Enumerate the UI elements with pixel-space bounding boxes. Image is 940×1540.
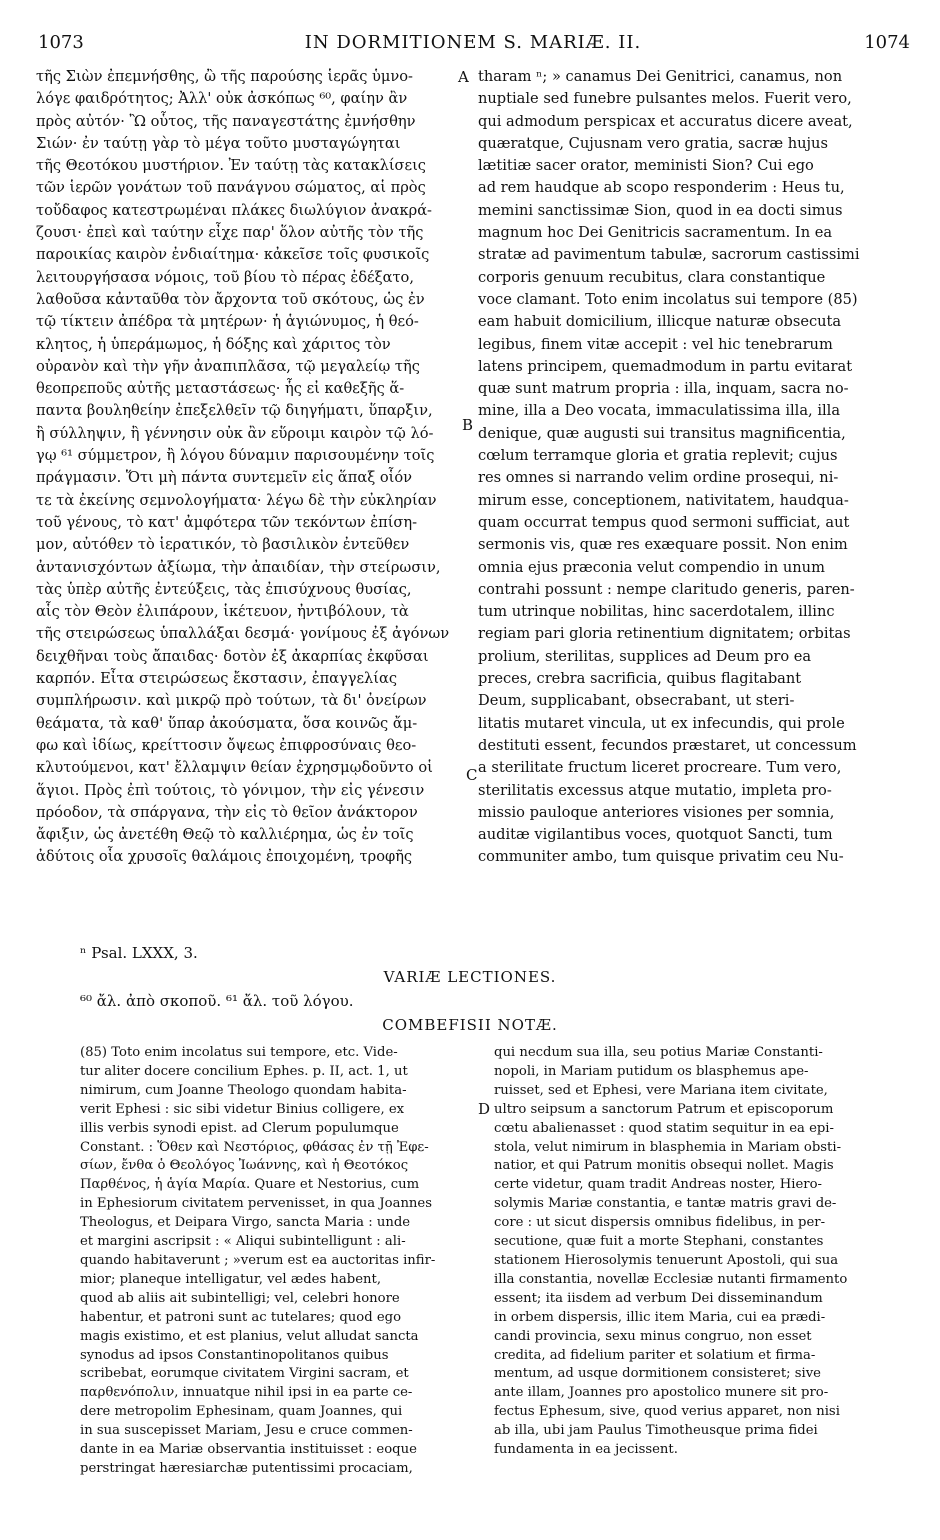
latin-text-line: destituti essent, fecundos præstaret, ut concessum <box>478 736 857 754</box>
note-text-line: stationem Hierosolymis tenuerunt Apostoli, qui sua <box>494 1252 839 1268</box>
note-text-line: candi provincia, sexu minus congruo, non esset <box>494 1328 812 1344</box>
note-text-line: nimirum, cum Joanne Theologo quondam habita- <box>80 1082 407 1098</box>
latin-text-line: preces, crebra sacrificia, quibus flagitabant <box>478 670 802 688</box>
note-text-line: in Ephesiorum civitatem pervenisset, in qua Joannes <box>80 1196 432 1212</box>
latin-text-line: mirum esse, conceptionem, nativitatem, haudqua- <box>478 491 849 509</box>
greek-text-line: ζουσι· ἐπεὶ καὶ ταύτην εἶχε παρ' ὅλον αὐτῆς τὸν τῆς <box>36 224 424 242</box>
latin-text-line: eam habuit domicilium, illicque naturæ obsecuta <box>478 313 842 331</box>
latin-text-line: quam occurrat tempus quod sermoni sufficiat, aut <box>478 513 850 531</box>
latin-text-line: mine, illa a Deo vocata, immaculatissima illa, illa <box>478 402 841 420</box>
latin-text-line: magnum hoc Dei Genitricis sacramentum. In ea <box>478 224 833 242</box>
note-text-line: tur aliter docere concilium Ephes. p. II, act. 1, ut <box>80 1063 408 1079</box>
greek-text-line: λόγε φαιδρότητος; Ἀλλ' οὐκ ἀσκόπως ⁶⁰, φαίην ἂν <box>36 90 408 108</box>
note-text-line: cœtu abalienasset : quod statim sequitur in ea epi- <box>494 1120 834 1136</box>
latin-text-line: prolium, sterilitas, supplices ad Deum pro ea <box>478 647 812 665</box>
margin-letter-b: B <box>462 416 474 434</box>
latin-text-line: nuptiale sed funebre pulsantes melos. Fuerit vero, <box>478 90 852 108</box>
notes-left-column <box>80 1044 474 1479</box>
latin-text-line: auditæ vigilantibus voces, quotquot Sancti, tum <box>478 826 833 844</box>
latin-text-line: tum utrinque nobilitas, hinc sacerdotalem, illinc <box>478 603 835 621</box>
latin-text-line: quæratque, Cujusnam vero gratia, sacræ hujus <box>478 134 828 152</box>
latin-text-line: sermonis vis, quæ res exæquare possit. Non enim <box>478 536 848 554</box>
note-text-line: illa constantia, novellæ Ecclesiæ nutanti firmamento <box>494 1271 848 1287</box>
note-text-line: core : ut sicut dispersis omnibus fidelibus, in per- <box>494 1215 826 1231</box>
note-text-line: secutione, quæ fuit a morte Stephani, constantes <box>494 1234 824 1250</box>
greek-text-line: θεοπρεποῦς αὐτῆς μεταστάσεως· ἧς εἰ καθεξῆς ἅ- <box>36 380 405 398</box>
note-text-line: quando habitaverunt ; »verum est ea auctoritas infir- <box>80 1252 436 1268</box>
greek-text-line: κλητος, ἡ ὑπεράμωμος, ἡ δόξης καὶ χάριτος τὸν <box>36 335 391 353</box>
greek-text-line: κλυτούμενοι, κατ' ἔλλαμψιν θείαν ἐχρησμῳδοῦντο οἱ <box>36 759 433 777</box>
greek-text-line: τε τὰ ἐκείνης σεμνολογήματα· λέγω δὲ τὴν εὐκληρίαν <box>36 491 437 509</box>
note-text-line: illis verbis synodi epist. ad Clerum populumque <box>80 1120 399 1136</box>
latin-text-line: memini sanctissimæ Sion, quod in ea docti simus <box>478 201 843 219</box>
greek-text-line: γῳ ⁶¹ σύμμετρον, ἢ λόγου δύναμιν παρισουμένην τοῖς <box>36 447 435 465</box>
column-number-left: 1073 <box>38 32 84 53</box>
margin-letter-d: D <box>478 1100 491 1118</box>
note-text-line: fundamenta in ea jecissent. <box>494 1442 678 1458</box>
greek-text-line: αἷς τὸν Θεὸν ἐλιπάρουν, ἱκέτευον, ἠντιβόλουν, τὰ <box>36 603 409 621</box>
margin-letter-a: A <box>458 68 469 86</box>
note-text-line: magis existimo, et est planius, velut alludat sancta <box>80 1328 419 1344</box>
variae-lectiones-heading: VARIÆ LECTIONES. <box>383 968 557 986</box>
greek-text-line: μον, αὐτόθεν τὸ ἱερατικόν, τὸ βασιλικὸν ἐντεῦθεν <box>36 536 410 554</box>
note-text-line: scribebat, eorumque civitatem Virgini sacram, et <box>80 1366 409 1382</box>
notae-heading: COMBEFISII NOTÆ. <box>382 1016 558 1034</box>
latin-text-line: a sterilitate fructum liceret procreare. Tum vero, <box>478 759 842 777</box>
greek-text-line: ἢ σύλληψιν, ἢ γέννησιν οὐκ ἂν εὕροιμι καιρὸν τῷ λό- <box>36 424 434 442</box>
variae-lectiones-text: ⁶⁰ ἄλ. ἀπὸ σκοποῦ. ⁶¹ ἄλ. τοῦ λόγου. <box>80 992 354 1010</box>
note-text-line: in sua suscepisset Mariam, Jesu e cruce commen- <box>80 1423 413 1439</box>
greek-text-line: ἅγιοι. Πρὸς ἐπὶ τούτοις, τὸ γόνιμον, τὴν εἰς γένεσιν <box>36 781 425 799</box>
greek-text-line: τῶν ἱερῶν γονάτων τοῦ πανάγνου σώματος, αἱ πρὸς <box>36 179 426 197</box>
note-text-line: Παρθένος, ἡ ἁγία Μαρία. Quare et Nestorius, cum <box>80 1177 420 1193</box>
latin-text-line: corporis genuum recubitus, clara constantique <box>478 268 826 286</box>
greek-text-line: παροικίας καιρὸν ἐνδιαίτημα· κἀκεῖσε τοῖς φυσικοῖς <box>36 246 430 264</box>
note-text-line: σίων, ἔνθα ὁ Θεολόγος Ἰωάννης, καὶ ἡ Θεοτόκος <box>80 1158 409 1174</box>
greek-text-line: πρόοδον, τὰ σπάργανα, τὴν εἰς τὸ θεῖον ἀνάκτορον <box>36 803 418 821</box>
note-text-line: Constant. : Ὅθεν καὶ Νεστόριος, φθάσας ἐν τῇ Ἐφε- <box>80 1139 429 1155</box>
greek-text-line: λειτουργήσασα νόμοις, τοῦ βίου τὸ πέρας ἐδέξατο, <box>36 268 414 286</box>
latin-text-line: voce clamant. Toto enim incolatus sui tempore (85) <box>478 290 858 308</box>
greek-text-line: Σιών· ἐν ταύτῃ γὰρ τὸ μέγα τοῦτο μυσταγώγηται <box>36 134 401 152</box>
latin-text-line: res omnes si narrando velim ordine prosequi, ni- <box>478 469 839 487</box>
latin-text-line: Deum, supplicabant, obsecrabant, ut steri- <box>478 692 795 710</box>
footnote: ⁿ Psal. LXXX, 3. <box>80 944 198 962</box>
note-text-line: habentur, et patroni sunt ac tutelares; quod ego <box>80 1309 402 1325</box>
note-text-line: mior; planeque intelligatur, vel ædes habent, <box>80 1271 382 1287</box>
latin-text-line: litatis mutaret vincula, ut ex infecundis, qui prole <box>478 714 845 732</box>
greek-text-line: θεάματα, τὰ καθ' ὕπαρ ἀκούσματα, ὅσα κοινῶς ἄμ- <box>36 714 418 732</box>
notes-right-column <box>494 1044 904 1460</box>
greek-text-line: τὰς ὑπὲρ αὐτῆς ἐντεύξεις, τὰς ἐπισύχνους θυσίας, <box>36 580 412 598</box>
latin-column <box>478 66 902 869</box>
latin-text-line: qui admodum perspicax et accuratus dicere aveat, <box>478 112 853 130</box>
note-text-line: synodus ad ipsos Constantinopolitanos quibus <box>80 1347 389 1363</box>
latin-text-line: communiter ambo, tum quisque privatim ceu Nu- <box>478 848 844 866</box>
latin-text-line: missio pauloque anteriores visiones per somnia, <box>478 803 835 821</box>
greek-text-line: οὐρανὸν καὶ τὴν γῆν ἀναπιπλᾶσα, τῷ μεγαλείῳ τῆς <box>36 357 420 375</box>
latin-text-line: cœlum terramque gloria et gratia replevit; cujus <box>478 447 838 465</box>
note-text-line: quod ab aliis ait subintelligi; vel, celebri honore <box>80 1290 400 1306</box>
note-text-line: (85) Toto enim incolatus sui tempore, etc. Vide- <box>80 1045 398 1060</box>
note-text-line: dante in ea Mariæ observantia instituisset : eoque <box>80 1442 417 1458</box>
latin-text-line: tharam ⁿ; » canamus Dei Genitrici, canamus, non <box>478 68 843 85</box>
latin-text-line: legibus, finem vitæ accepit : vel hic tenebrarum <box>478 335 833 353</box>
note-text-line: dere metropolim Ephesinam, quam Joannes, qui <box>80 1404 403 1420</box>
note-text-line: in orbem dispersis, illic item Maria, cui ea prædi- <box>494 1309 826 1325</box>
greek-text-line: πράγμασιν. Ὅτι μὴ πάντα συντεμεῖν εἰς ἅπαξ οἷόν <box>36 469 413 487</box>
note-text-line: stola, velut nimirum in blasphemia in Mariam obsti- <box>494 1139 842 1155</box>
latin-text-line: contrahi possunt : nempe claritudo generis, paren- <box>478 580 855 598</box>
latin-text-line: latens principem, quemadmodum in partu evitarat <box>478 357 853 375</box>
note-text-line: mentum, ad usque dormitionem consisteret; sive <box>494 1366 821 1382</box>
greek-text-line: παντα βουληθείην ἐπεξελθεῖν τῷ διηγήματι, ὕπαρξιν, <box>36 402 433 420</box>
greek-column <box>36 66 454 869</box>
note-text-line: perstringat hæresiarchæ putentissimi procaciam, <box>80 1460 413 1476</box>
greek-text-line: ἀντανισχόντων ἀξίωμα, τὴν ἀπαιδίαν, τὴν στείρωσιν, <box>36 558 441 576</box>
note-text-line: essent; ita iisdem ad verbum Dei disseminandum <box>494 1290 823 1306</box>
latin-text-line: stratæ ad pavimentum tabulæ, sacrorum castissimi <box>478 246 860 264</box>
latin-text-line: denique, quæ augusti sui transitus magnificentia, <box>478 424 846 442</box>
latin-text-line: ad rem haudque ab scopo responderim : Heus tu, <box>478 179 845 197</box>
running-title: IN DORMITIONEM S. MARIÆ. II. <box>304 32 642 53</box>
greek-text-line: τῆς στειρώσεως ὑπαλλάξαι δεσμά· γονίμους ἐξ ἀγόνων <box>36 625 450 643</box>
greek-text-line: τοῦ γένους, τὸ κατ' ἀμφότερα τῶν τεκόντων ἐπίση- <box>36 513 418 531</box>
greek-text-line: δειχθῆναι τοὺς ἄπαιδας· δοτὸν ἐξ ἀκαρπίας ἐκφῦσαι <box>36 647 429 665</box>
note-text-line: ruisset, sed et Ephesi, vere Mariana item civitate, <box>494 1082 828 1098</box>
note-text-line: natior, et qui Patrum monitis obsequi nollet. Magis <box>494 1158 834 1174</box>
note-text-line: credita, ad fidelium pariter et solatium et firma- <box>494 1347 816 1363</box>
margin-letter-c: C <box>466 766 478 784</box>
page-header <box>30 24 916 64</box>
latin-text-line: sterilitatis excessus atque mutatio, impleta pro- <box>478 781 832 799</box>
greek-text-line: τῷ τίκτειν ἀπέδρα τὰ μητέρων· ἡ ἁγιώνυμος, ἡ θεό- <box>36 313 419 331</box>
latin-text-line: lætitiæ sacer orator, meministi Sion? Cui ego <box>478 157 814 175</box>
note-text-line: verit Ephesi : sic sibi videtur Binius colligere, ex <box>80 1101 405 1117</box>
greek-text-line: πρὸς αὐτόν· Ὢ οὗτος, τῆς παναγεστάτης ἐμνήσθην <box>36 112 416 130</box>
note-text-line: ultro seipsum a sanctorum Patrum et episcoporum <box>494 1101 834 1117</box>
note-text-line: ante illam, Joannes pro apostolico munere sit pro- <box>494 1385 829 1401</box>
greek-text-line: καρπόν. Εἶτα στειρώσεως ἔκστασιν, ἐπαγγελίας <box>36 670 398 688</box>
note-text-line: certe videtur, quam tradit Andreas noster, Hiero- <box>494 1177 822 1193</box>
greek-text-line: συμπλήρωσιν. καὶ μικρῷ πρὸ τούτων, τὰ δι' ὀνείρων <box>36 692 427 710</box>
greek-text-line: ἀδύτοις οἷα χρυσοῖς θαλάμοις ἐποιχομένη, τροφῆς <box>36 848 413 866</box>
latin-text-line: regiam pari gloria retinentium dignitatem; orbitas <box>478 625 851 643</box>
latin-text-line: quæ sunt matrum propria : illa, inquam, sacra no- <box>478 380 849 398</box>
latin-text-line: omnia ejus præconia velut compendio in unum <box>478 558 825 576</box>
note-text-line: et margini ascripsit : « Aliqui subintelligunt : ali- <box>80 1234 406 1250</box>
greek-text-line: τῆς Σιὼν ἐπεμνήσθης, ὢ τῆς παρούσης ἱερᾶς ὑμνο- <box>36 68 413 85</box>
note-text-line: Theologus, et Deipara Virgo, sancta Maria : unde <box>80 1215 411 1231</box>
greek-text-line: τῆς Θεοτόκου μυστήριον. Ἐν ταύτῃ τὰς κατακλίσεις <box>36 157 426 175</box>
column-number-right: 1074 <box>864 32 910 53</box>
note-text-line: ab illa, ubi jam Paulus Timotheusque prima fidei <box>494 1423 818 1439</box>
note-text-line: παρθενόπολιν, innuatque nihil ipsi in ea parte ce- <box>80 1385 413 1401</box>
note-text-line: nopoli, in Mariam putidum os blasphemus ape- <box>494 1063 809 1079</box>
note-text-line: fectus Ephesum, sive, quod verius apparet, non nisi <box>494 1404 840 1420</box>
greek-text-line: ἄφιξιν, ὡς ἀνετέθη Θεῷ τὸ καλλιέρημα, ὡς ἐν τοῖς <box>36 826 414 844</box>
greek-text-line: λαθοῦσα κἀνταῦθα τὸν ἄρχοντα τοῦ σκότους, ὡς ἐν <box>36 290 425 308</box>
greek-text-line: φω καὶ ἰδίως, κρείττοσιν ὄψεως ἐπιφροσύναις θεο- <box>36 736 417 754</box>
note-text-line: qui necdum sua illa, seu potius Mariæ Constanti- <box>494 1045 823 1060</box>
note-text-line: solymis Mariæ constantia, e tantæ matris gravi de- <box>494 1196 837 1212</box>
greek-text-line: τοὔδαφος κατεστρωμέναι πλάκες διωλύγιον ἀνακρά- <box>36 201 432 219</box>
